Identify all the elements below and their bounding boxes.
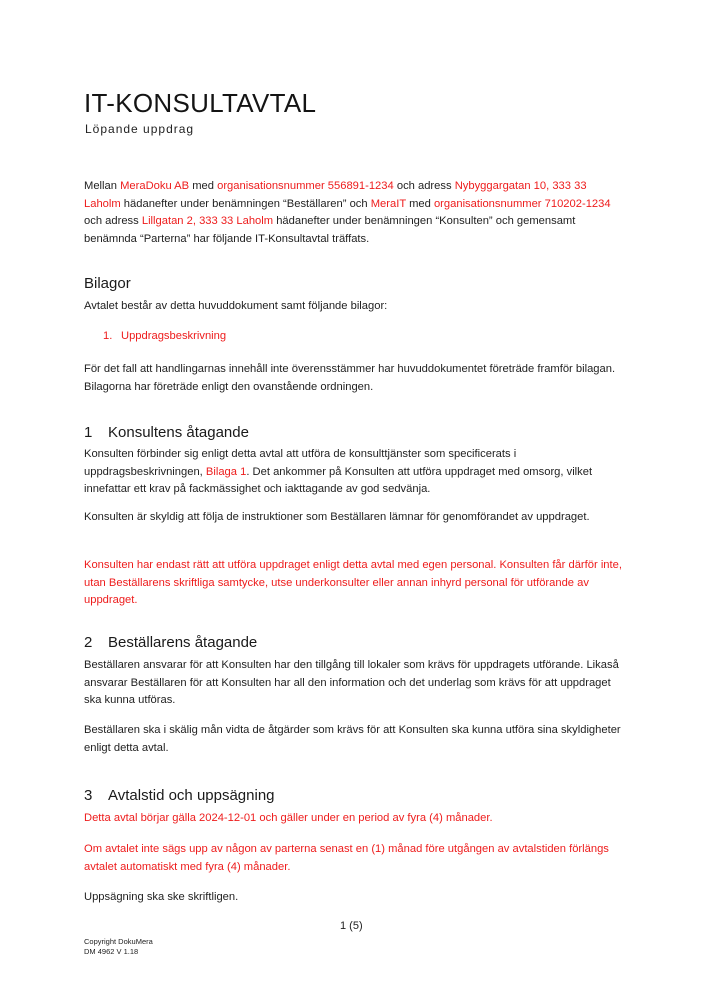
section-number: 1 — [84, 424, 93, 441]
section-2-paragraph-1: Beställaren ansvarar för att Konsulten har den tillgång till lokaler som krävs för uppdragets utförande. Likaså ansvarar Beställaren för att Konsulten har all den information och det underlag som krävs för att uppdraget ska kunna utföras. — [84, 659, 619, 706]
section-title: Beställarens åtagande — [108, 634, 258, 651]
section-number: 3 — [84, 787, 93, 804]
intro-text: med — [189, 180, 218, 192]
section-title: Konsultens åtagande — [108, 424, 249, 441]
section-1-paragraph-2: Konsulten är skyldig att följa de instruktioner som Beställaren lämnar för genomförandet av uppdraget. — [84, 511, 590, 523]
section-1-paragraph-1 — [84, 446, 624, 499]
paragraph-text: Konsulten förbinder sig enligt detta avtal att utföra de konsulttjänster som specificerats i uppdragsbeskrivningen, — [84, 448, 517, 478]
intro-text: hädanefter under benämningen “Konsulten” och gemensamt benämnda “Parterna” har följande IT-Konsultavtal träffats. — [84, 215, 576, 245]
section-number: 2 — [84, 634, 93, 651]
section-2-heading — [84, 634, 257, 651]
client-address: Nybyggargatan 10, 333 33 Laholm — [84, 180, 587, 210]
list-label: Uppdragsbeskrivning — [121, 330, 227, 342]
bilagor-heading: Bilagor — [84, 275, 131, 292]
page-number: 1 (5) — [340, 920, 363, 932]
section-title: Avtalstid och uppsägning — [108, 787, 275, 804]
intro-text: med — [405, 197, 434, 210]
intro-text: hädanefter under benämningen “Beställaren” och — [120, 197, 371, 210]
intro-paragraph — [84, 178, 624, 248]
intro-text: och adress — [84, 215, 142, 227]
footer-doc-id: DM 4962 V 1.18 — [84, 947, 139, 956]
section-3-heading — [84, 787, 275, 804]
paragraph-text: . Det ankommer på Konsulten att utföra uppdraget med omsorg, vilket innefattar ett krav på fackmässighet och iakttagande av god sedvänja. — [84, 465, 593, 495]
precedence-paragraph: För det fall att handlingarnas innehåll inte överensstämmer har huvuddokumentet företräde framför bilagan. Bilagorna har företräde enligt den ovanstående ordningen. — [84, 363, 616, 393]
bilaga-reference: Bilaga 1 — [205, 465, 247, 478]
document-title: IT-KONSULTAVTAL — [84, 88, 317, 118]
bilagor-lead: Avtalet består av detta huvuddokument samt följande bilagor: — [84, 300, 388, 312]
section-2-paragraph-2: Beställaren ska i skälig mån vidta de åtgärder som krävs för att Konsulten ska kunna utföra sina skyldigheter enligt detta avtal. — [84, 724, 621, 754]
intro-text: Mellan — [84, 180, 121, 192]
consultant-org-number: organisationsnummer 710202-1234 — [433, 197, 611, 210]
section-3-paragraph-2: Om avtalet inte sägs upp av någon av parterna senast en (1) månad före utgången av avtalstiden förlängs avtalet automatiskt med fyra (4) månader. — [84, 843, 609, 873]
list-number: 1. — [103, 330, 113, 342]
section-1-heading — [84, 424, 249, 441]
bilaga-list-item — [103, 330, 226, 342]
intro-text: och adress — [393, 180, 455, 192]
client-name: MeraDoku AB — [120, 180, 190, 192]
consultant-address: Lillgatan 2, 333 33 Laholm — [141, 215, 274, 227]
client-org-number: organisationsnummer 556891-1234 — [217, 180, 394, 192]
section-3-paragraph-3: Uppsägning ska ske skriftligen. — [84, 891, 239, 903]
section-1-paragraph-3: Konsulten har endast rätt att utföra uppdraget enligt detta avtal med egen personal. Konsulten får därför inte, utan Beställarens skriftliga samtycke, utse underkonsulter eller annan inhyrd personal för utförande av uppdraget. — [84, 559, 622, 606]
document-subtitle: Löpande uppdrag — [85, 122, 195, 136]
section-3-paragraph-1: Detta avtal börjar gälla 2024-12-01 och gäller under en period av fyra (4) månader. — [84, 812, 493, 824]
footer-copyright: Copyright DokuMera — [84, 937, 153, 946]
consultant-name: MeraIT — [370, 197, 406, 210]
